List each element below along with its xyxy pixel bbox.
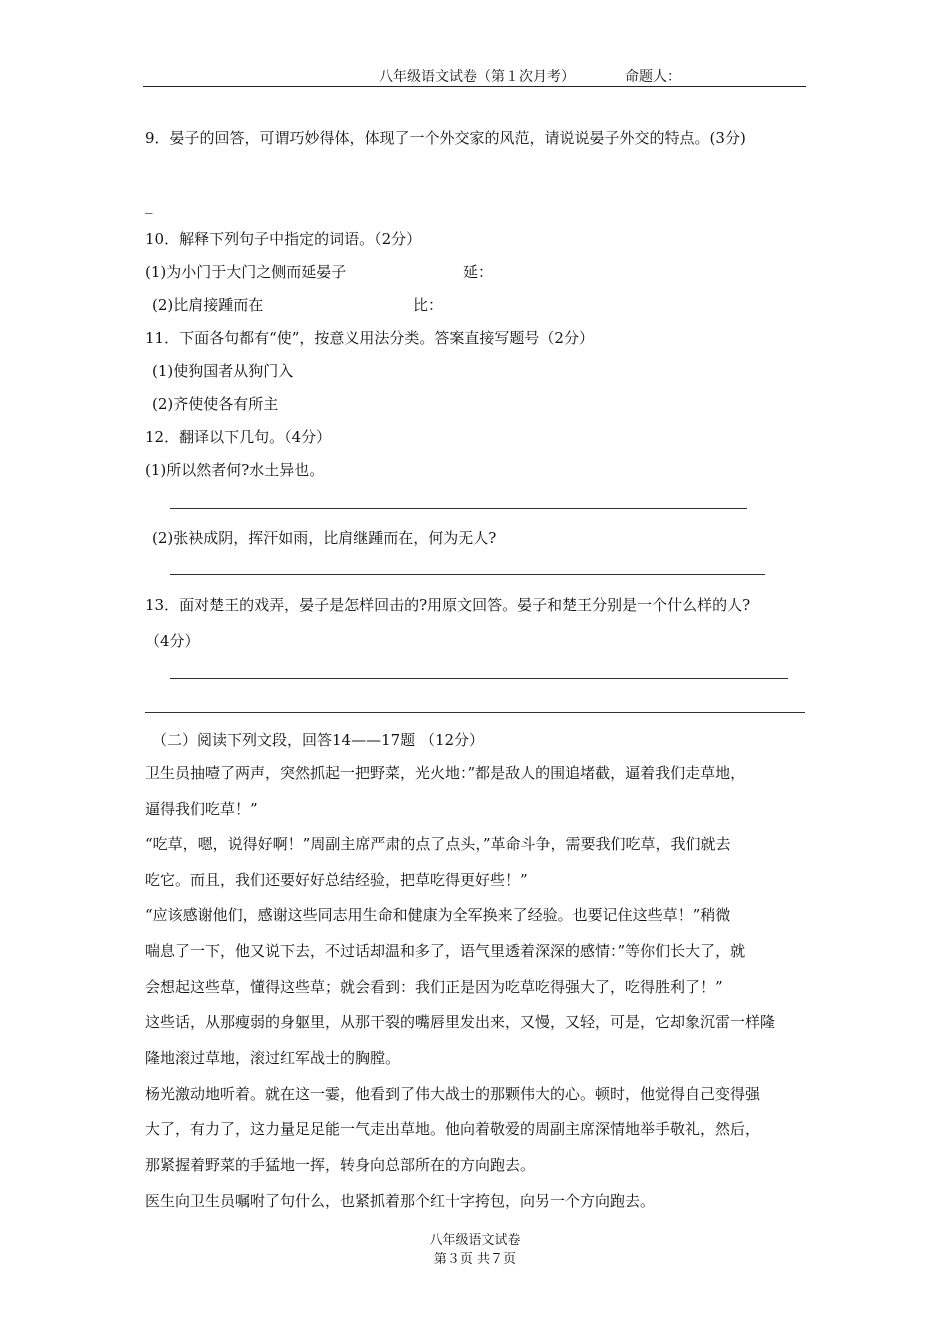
passage-line: 医生向卫生员嘱咐了句什么，也紧抓着那个红十字挎包，向另一个方向跑去。 [145, 1192, 656, 1210]
question-9: 9．晏子的回答，可谓巧妙得体，体现了一个外交家的风范，请说说晏子外交的特点。(3分) [145, 129, 746, 147]
answer-line [170, 508, 747, 509]
question-11-item-1: (1)使狗国者从狗门入 [152, 362, 294, 380]
question-10-item-1: (1)为小门于大门之侧而延晏子 [145, 263, 347, 281]
passage-line: 隆地滚过草地，滚过红军战士的胸膛。 [145, 1049, 401, 1067]
question-12-item-2: (2)张袂成阴，挥汗如雨，比肩继踵而在，何为无人? [152, 529, 497, 547]
question-12-item-1: (1)所以然者何?水土异也。 [145, 461, 325, 479]
question-10: 10．解释下列句子中指定的词语。（2分） [145, 230, 422, 248]
question-10-item-2: (2)比肩接踵而在 [152, 296, 264, 314]
passage-line: 杨光激动地听着。就在这一霎，他看到了伟大战士的那颗伟大的心。顿时，他觉得自己变得强 [145, 1085, 761, 1103]
question-11: 11．下面各句都有“使”，按意义用法分类。答案直接写题号（2分） [145, 329, 594, 347]
passage-line: 吃它。而且，我们还要好好总结经验，把草吃得更好些！” [145, 871, 528, 889]
question-11-item-2: (2)齐使使各有所主 [152, 395, 279, 413]
section-divider [145, 712, 805, 713]
header-author-label: 命题人： [625, 69, 681, 85]
page-header [143, 64, 806, 87]
question-10-item-2-word: 比： [413, 296, 444, 314]
section-2-heading: （二）阅读下列文段，回答14——17题 （12分） [152, 731, 485, 749]
passage-line: 这些话，从那瘦弱的身躯里，从那干裂的嘴唇里发出来，又慢，又轻，可是，它却象沉雷一样隆 [145, 1013, 776, 1031]
passage-line: 喘息了一下，他又说下去，不过话却温和多了，语气里透着深深的感情：”等你们长大了，就 [145, 942, 746, 960]
question-13-score: （4分） [145, 632, 200, 650]
question-12: 12．翻译以下几句。（4分） [145, 428, 332, 446]
passage-line: 卫生员抽噎了两声，突然抓起一把野菜，光火地：”都是敌人的围追堵截，逼着我们走草地， [145, 764, 746, 782]
passage-line: “吃草，嗯，说得好啊！”周副主席严肃的点了点头，”革命斗争，需要我们吃草，我们就去 [145, 835, 731, 853]
passage-line: “应该感谢他们，感谢这些同志用生命和健康为全军换来了经验。也要记住这些草！”稍微 [145, 906, 731, 924]
answer-line [170, 574, 765, 575]
answer-mark: _ [145, 196, 153, 214]
answer-line [170, 678, 788, 679]
passage-line: 会想起这些草，懂得这些草；就会看到：我们正是因为吃草吃得强大了，吃得胜利了！” [145, 978, 723, 996]
passage-line: 那紧握着野菜的手猛地一挥，转身向总部所在的方向跑去。 [145, 1156, 536, 1174]
passage-line: 大了，有力了，这力量足足能一气走出草地。他向着敬爱的周副主席深情地举手敬礼，然后， [145, 1120, 761, 1138]
passage-line: 逼得我们吃草！” [145, 800, 258, 818]
header-title: 八年级语文试卷（第１次月考） [379, 69, 575, 85]
footer-title: 八年级语文试卷 [429, 1233, 521, 1248]
question-13: 13．面对楚王的戏弄，晏子是怎样回击的?用原文回答。晏子和楚王分别是一个什么样的人? [145, 596, 751, 614]
footer-page-number: 第３页 共７页 [433, 1252, 517, 1267]
question-10-item-1-word: 延： [463, 263, 494, 281]
